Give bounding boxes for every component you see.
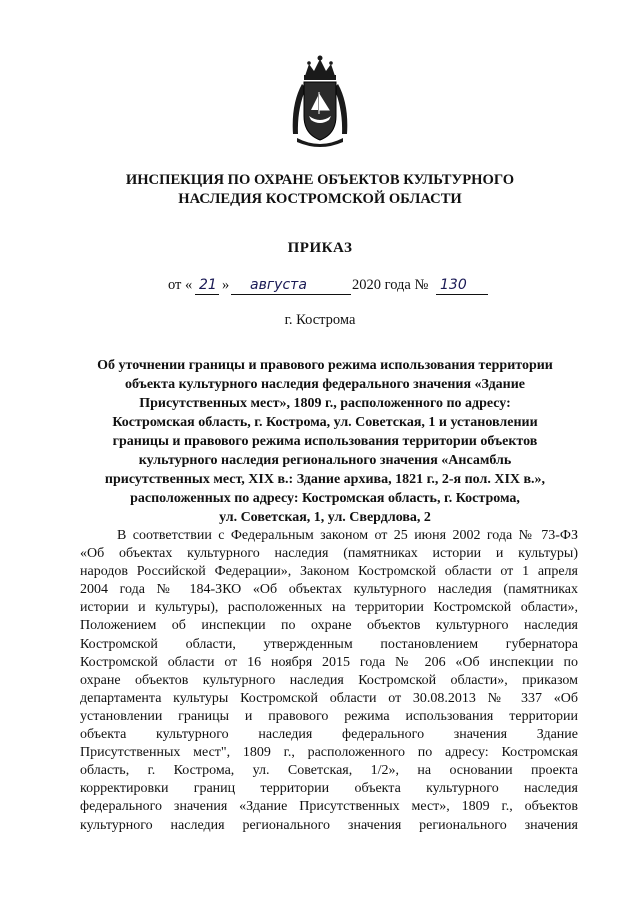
date-prefix: от « bbox=[168, 277, 193, 293]
agency-name-line: ИНСПЕКЦИЯ ПО ОХРАНЕ ОБЪЕКТОВ КУЛЬТУРНОГО bbox=[125, 172, 515, 188]
body-line: департамента культуры Костромской области от 30.08.2013 № 337 «Об bbox=[80, 690, 578, 706]
body-line: корректировки границ территории объекта культурного наследия bbox=[80, 781, 578, 797]
body-line: Присутственных мест", 1809 г., расположенного по адресу: Костромская bbox=[80, 745, 578, 761]
order-day: 21 bbox=[199, 277, 217, 293]
number-underline bbox=[436, 294, 488, 295]
subject-line: расположенных по адресу: Костромская область, г. Кострома, bbox=[130, 491, 520, 506]
coat-of-arms-icon bbox=[287, 54, 353, 150]
subject-line: культурного наследия регионального значения «Ансамбль bbox=[138, 453, 512, 468]
body-line: культурного наследия регионального значения регионального значения bbox=[80, 817, 578, 833]
subject-line: границы и правового режима использования территории объектов bbox=[112, 434, 538, 449]
body-line: «Об объектах культурного наследия (памятниках истории и культуры) bbox=[80, 546, 578, 562]
body-line: Костромской области, утвержденным постановлением губернатора bbox=[80, 636, 578, 652]
subject-line: Костромская область, г. Кострома, ул. Советская, 1 и установлении bbox=[112, 415, 538, 430]
order-month: августа bbox=[250, 277, 307, 293]
subject-line: Об уточнении границы и правового режима использования территории bbox=[97, 358, 553, 373]
order-city: г. Кострома bbox=[284, 312, 356, 328]
day-underline bbox=[195, 294, 219, 295]
body-line: установлении границы и правового режима использования территории bbox=[80, 708, 578, 724]
body-line: В соответствии с Федеральным законом от 25 июня 2002 года № 73-ФЗ bbox=[117, 528, 578, 543]
body-line: Положением об инспекции по охране объектов культурного наследия bbox=[80, 618, 578, 634]
body-line: 2004 года № 184-ЗКО «Об объектах культурного наследия (памятниках bbox=[80, 582, 578, 598]
order-year: 2020 года № bbox=[352, 277, 429, 293]
subject-line: Присутственных мест», 1809 г., расположенного по адресу: bbox=[139, 396, 511, 411]
body-line: область, г. Кострома, ул. Советская, 1/2», на основании проекта bbox=[80, 763, 578, 779]
body-line: объекта культурного наследия федерального значения Здание bbox=[80, 727, 578, 743]
month-underline bbox=[231, 294, 351, 295]
body-line: Костромской области от 16 ноября 2015 года № 206 «Об инспекции по bbox=[80, 654, 578, 670]
body-line: народов Российской Федерации», Законом Костромской области от 1 апреля bbox=[80, 564, 578, 580]
order-date-line bbox=[168, 274, 498, 300]
date-quote: » bbox=[222, 277, 230, 293]
body-line: федерального значения «Здание Присутственных мест», 1809 г., объектов bbox=[80, 799, 578, 815]
agency-name-line: НАСЛЕДИЯ КОСТРОМСКОЙ ОБЛАСТИ bbox=[178, 191, 462, 207]
agency-name bbox=[60, 171, 580, 209]
order-number: 130 bbox=[440, 277, 467, 293]
subject-line: объекта культурного наследия федерального значения «Здание bbox=[125, 377, 525, 392]
body-line: охране объектов культурного наследия Костромской области», приказом bbox=[80, 672, 578, 688]
order-title: ПРИКАЗ bbox=[287, 240, 353, 256]
order-body bbox=[80, 527, 578, 835]
body-line: истории и культуры), расположенных на территории Костромской области», bbox=[80, 600, 578, 616]
order-subject bbox=[75, 356, 575, 527]
subject-line: присутственных мест, XIX в.: Здание архива, 1821 г., 2-я пол. XIX в.», bbox=[104, 472, 546, 487]
subject-line: ул. Советская, 1, ул. Свердлова, 2 bbox=[219, 510, 431, 525]
